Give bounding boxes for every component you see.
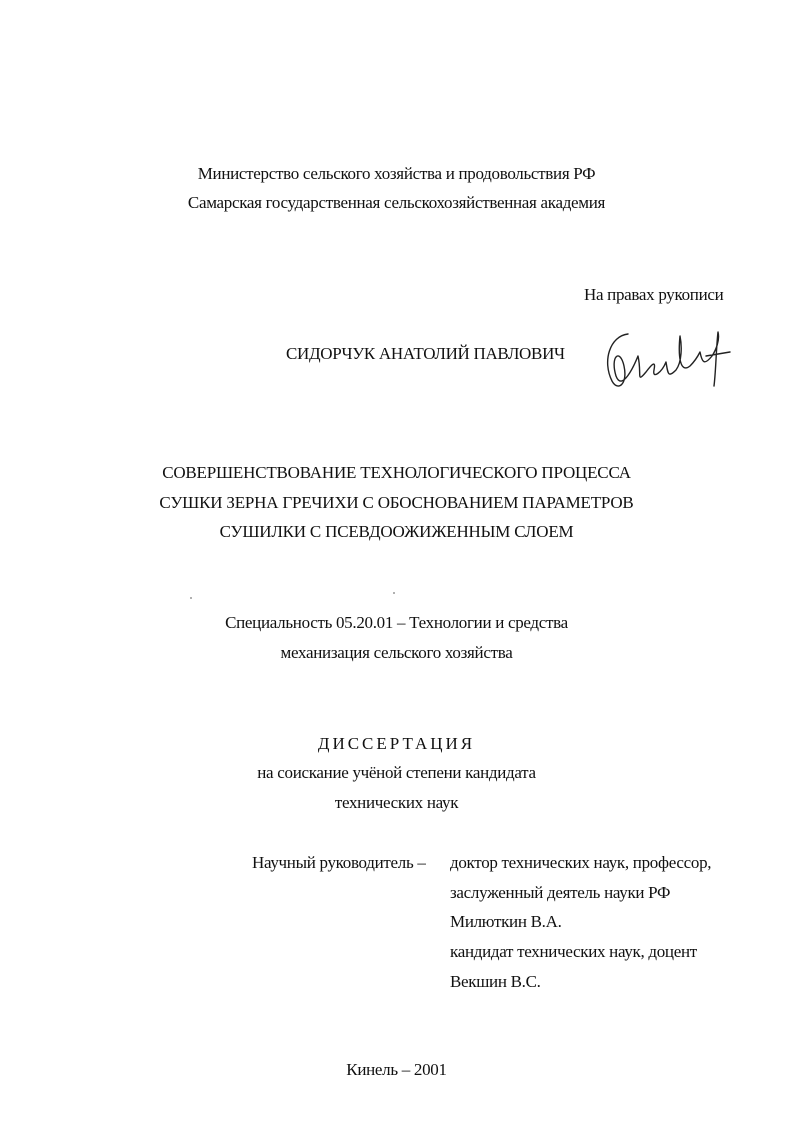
academy-line: Самарская государственная сельскохозяйственная академия: [187, 193, 606, 212]
manuscript-note: На правах рукописи: [584, 285, 724, 304]
place-year: Кинель – 2001: [346, 1060, 447, 1079]
scan-speck: [393, 592, 395, 594]
scan-speck: [190, 597, 192, 599]
specialty-line-1: Специальность 05.20.01 – Технологии и средства: [225, 613, 568, 632]
dissertation-purpose-1: на соискание учёной степени кандидата: [257, 763, 536, 782]
dissertation-purpose-2: технических наук: [334, 793, 459, 812]
supervisor-label: Научный руководитель –: [252, 853, 426, 872]
title-line-1: СОВЕРШЕНСТВОВАНИЕ ТЕХНОЛОГИЧЕСКОГО ПРОЦЕССА: [162, 463, 631, 482]
signature-icon: [598, 326, 738, 396]
author-name: СИДОРЧУК АНАТОЛИЙ ПАВЛОВИЧ: [286, 344, 565, 363]
specialty-line-2: механизация сельского хозяйства: [280, 643, 513, 662]
supervisor-line-3: Милюткин В.А.: [450, 912, 562, 931]
ministry-line: Министерство сельского хозяйства и продовольствия РФ: [197, 164, 596, 183]
supervisor-line-2: заслуженный деятель науки РФ: [450, 883, 671, 902]
supervisor-line-1: доктор технических наук, профессор,: [450, 853, 712, 872]
title-line-3: СУШИЛКИ С ПСЕВДООЖИЖЕННЫМ СЛОЕМ: [219, 522, 574, 541]
supervisor-line-4: кандидат технических наук, доцент: [450, 942, 697, 961]
title-line-2: СУШКИ ЗЕРНА ГРЕЧИХИ С ОБОСНОВАНИЕМ ПАРАМЕТРОВ: [159, 493, 634, 512]
dissertation-heading: ДИССЕРТАЦИЯ: [317, 734, 476, 753]
supervisor-line-5: Векшин В.С.: [450, 972, 541, 991]
